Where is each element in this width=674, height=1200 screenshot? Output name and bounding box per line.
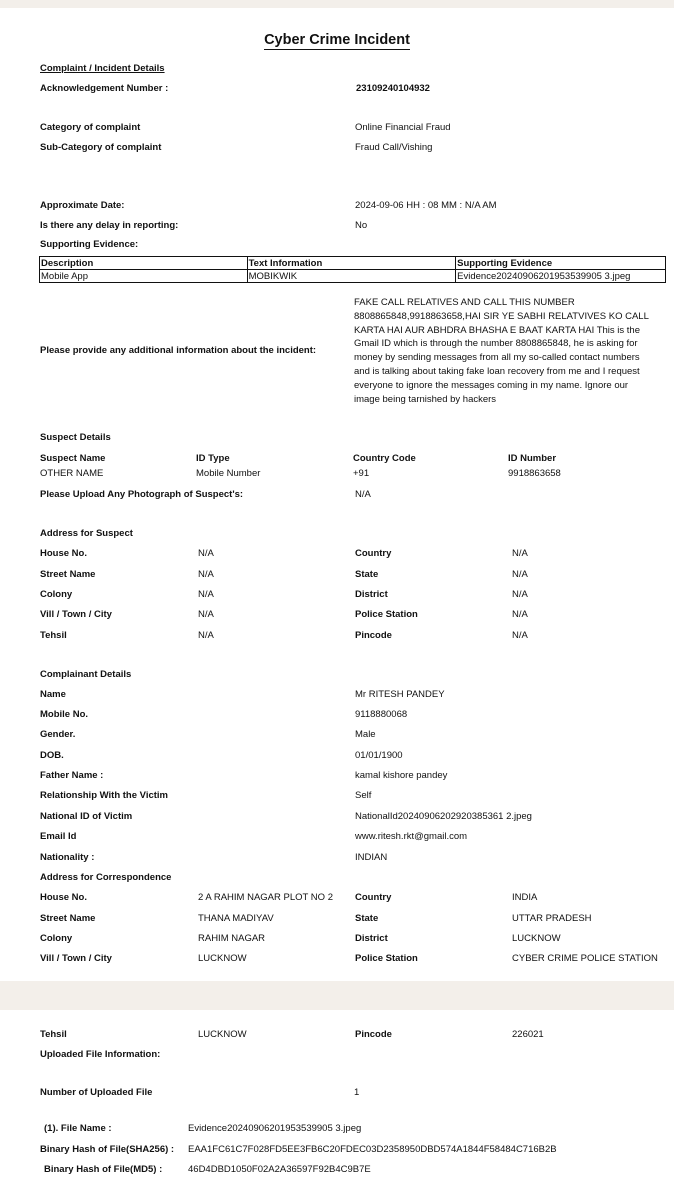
- correspondence-value: LUCKNOW: [198, 953, 247, 964]
- correspondence-label: Vill / Town / City: [40, 953, 112, 964]
- suspect-photo-label: Please Upload Any Photograph of Suspect's:: [40, 489, 244, 500]
- suspect-country-code: +91: [353, 468, 370, 479]
- section-uploaded-files: Uploaded File Information:: [40, 1049, 161, 1060]
- evidence-file-link[interactable]: Evidence20240906201953539905 3.jpeg: [456, 270, 666, 283]
- suspect-address-label: Vill / Town / City: [40, 609, 112, 620]
- complainant-field-label: Email Id: [40, 831, 77, 842]
- file-name-value[interactable]: Evidence20240906201953539905 3.jpeg: [188, 1123, 362, 1134]
- delay-value: No: [355, 220, 368, 231]
- correspondence-label: Colony: [40, 933, 73, 944]
- suspect-header-country-code: Country Code: [353, 453, 416, 464]
- correspondence-label: Street Name: [40, 913, 96, 924]
- suspect-address-label: House No.: [40, 548, 87, 559]
- sha256-label: Binary Hash of File(SHA256) :: [40, 1144, 175, 1155]
- evidence-table: [39, 256, 666, 283]
- evidence-description: Mobile App: [40, 270, 248, 283]
- suspect-address-label: District: [355, 589, 388, 600]
- correspondence-value: LUCKNOW: [512, 933, 561, 944]
- suspect-header-id-type: ID Type: [196, 453, 230, 464]
- suspect-address-label: Police Station: [355, 609, 418, 620]
- complainant-field-label: Nationality :: [40, 852, 95, 863]
- complainant-field-value: Self: [355, 790, 372, 801]
- suspect-address-label: Pincode: [355, 630, 392, 641]
- suspect-address-label: State: [355, 569, 379, 580]
- tehsil-value: LUCKNOW: [198, 1029, 247, 1040]
- additional-info-text: FAKE CALL RELATIVES AND CALL THIS NUMBER 8808865848,9918863658,HAI SIR YE SABHI RELATVIVES KO CALL KARTA HAI AUR ABHDRA BHASHA E BAAT KARTA HAI This is the Gmail ID which is through the number 8808865848, he is asking for money by sending messages from all my so-called contact numbers and is talking about taking fake loan recovery from me and I request everyone to ignore the messages coming in my name. Ignore our image being tarnished by hackers: [354, 297, 649, 405]
- suspect-name: OTHER NAME: [40, 468, 104, 479]
- evidence-label: Supporting Evidence:: [40, 239, 139, 250]
- delay-label: Is there any delay in reporting:: [40, 220, 179, 231]
- correspondence-value: UTTAR PRADESH: [512, 913, 592, 924]
- suspect-address-value: N/A: [198, 548, 214, 559]
- suspect-address-value: N/A: [198, 609, 214, 620]
- correspondence-label: District: [355, 933, 388, 944]
- suspect-id-number: 9918863658: [508, 468, 561, 479]
- complainant-field-value: Mr RITESH PANDEY: [355, 689, 445, 700]
- suspect-address-label: Colony: [40, 589, 73, 600]
- complainant-field-label: DOB.: [40, 750, 64, 761]
- complainant-field-value: Male: [355, 729, 376, 740]
- complainant-field-value: 9118880068: [355, 709, 408, 720]
- complainant-field-label: Mobile No.: [40, 709, 89, 720]
- upload-count-label: Number of Uploaded File: [40, 1087, 153, 1098]
- pincode-label: Pincode: [355, 1029, 392, 1040]
- header-text-information: Text Information: [247, 257, 456, 270]
- section-complaint-details: Complaint / Incident Details: [40, 63, 165, 74]
- suspect-address-value: N/A: [512, 589, 528, 600]
- section-suspect-address: Address for Suspect: [40, 528, 133, 539]
- header-description: Description: [40, 257, 248, 270]
- correspondence-label: Police Station: [355, 953, 418, 964]
- correspondence-label: House No.: [40, 892, 87, 903]
- suspect-photo-value: N/A: [355, 489, 371, 500]
- date-value: 2024-09-06 HH : 08 MM : N/A AM: [355, 200, 497, 211]
- ack-value: 23109240104932: [356, 83, 430, 94]
- complainant-field-value: NationalId20240906202920385361 2.jpeg: [355, 811, 532, 822]
- table-row: [40, 270, 666, 283]
- md5-value: 46D4DBD1050F02A2A36597F92B4C9B7E: [188, 1164, 371, 1175]
- tehsil-label: Tehsil: [40, 1029, 67, 1040]
- correspondence-value: CYBER CRIME POLICE STATION: [512, 953, 658, 964]
- md5-label: Binary Hash of File(MD5) :: [44, 1164, 163, 1175]
- correspondence-value: THANA MADIYAV: [198, 913, 274, 924]
- ack-label: Acknowledgement Number :: [40, 83, 169, 94]
- section-suspect-details: Suspect Details: [40, 432, 111, 443]
- complainant-field-label: Gender.: [40, 729, 76, 740]
- suspect-header-name: Suspect Name: [40, 453, 106, 464]
- sha256-value: EAA1FC61C7F028FD5EE3FB6C20FDEC03D2358950DBD574A1844F58484C716B2B: [188, 1144, 557, 1155]
- correspondence-value: INDIA: [512, 892, 538, 903]
- suspect-address-value: N/A: [198, 569, 214, 580]
- document-title: Cyber Crime Incident: [264, 32, 410, 48]
- document-page-2: [0, 1010, 674, 1200]
- header-supporting-evidence: Supporting Evidence: [456, 257, 666, 270]
- document-page-1: [0, 8, 674, 981]
- evidence-table-header: [40, 257, 666, 270]
- correspondence-label: Country: [355, 892, 392, 903]
- additional-info-label: Please provide any additional information about the incident:: [40, 345, 317, 356]
- section-complainant-details: Complainant Details: [40, 669, 132, 680]
- complainant-field-label: Father Name :: [40, 770, 104, 781]
- suspect-address-label: Street Name: [40, 569, 96, 580]
- category-label: Category of complaint: [40, 122, 141, 133]
- section-correspondence-address: Address for Correspondence: [40, 872, 172, 883]
- date-label: Approximate Date:: [40, 200, 125, 211]
- pincode-value: 226021: [512, 1029, 544, 1040]
- correspondence-value: RAHIM NAGAR: [198, 933, 266, 944]
- file-name-label: (1). File Name :: [44, 1123, 112, 1134]
- complainant-field-value: 01/01/1900: [355, 750, 403, 761]
- correspondence-value: 2 A RAHIM NAGAR PLOT NO 2: [198, 892, 333, 903]
- complainant-field-value: www.ritesh.rkt@gmail.com: [355, 831, 468, 842]
- complainant-field-label: Relationship With the Victim: [40, 790, 168, 801]
- suspect-address-value: N/A: [512, 609, 528, 620]
- complainant-field-value: kamal kishore pandey: [355, 770, 448, 781]
- category-value: Online Financial Fraud: [355, 122, 451, 133]
- suspect-header-id-number: ID Number: [508, 453, 557, 464]
- complainant-field-label: Name: [40, 689, 66, 700]
- evidence-text-info: MOBIKWIK: [247, 270, 456, 283]
- correspondence-label: State: [355, 913, 379, 924]
- suspect-id-type: Mobile Number: [196, 468, 261, 479]
- suspect-address-label: Country: [355, 548, 392, 559]
- suspect-address-value: N/A: [512, 569, 528, 580]
- complainant-field-value: INDIAN: [355, 852, 388, 863]
- suspect-address-value: N/A: [512, 548, 528, 559]
- upload-count-value: 1: [354, 1087, 360, 1098]
- suspect-address-value: N/A: [198, 630, 214, 641]
- complainant-field-label: National ID of Victim: [40, 811, 133, 822]
- subcategory-value: Fraud Call/Vishing: [355, 142, 433, 153]
- suspect-address-value: N/A: [198, 589, 214, 600]
- suspect-address-label: Tehsil: [40, 630, 67, 641]
- suspect-address-value: N/A: [512, 630, 528, 641]
- subcategory-label: Sub-Category of complaint: [40, 142, 162, 153]
